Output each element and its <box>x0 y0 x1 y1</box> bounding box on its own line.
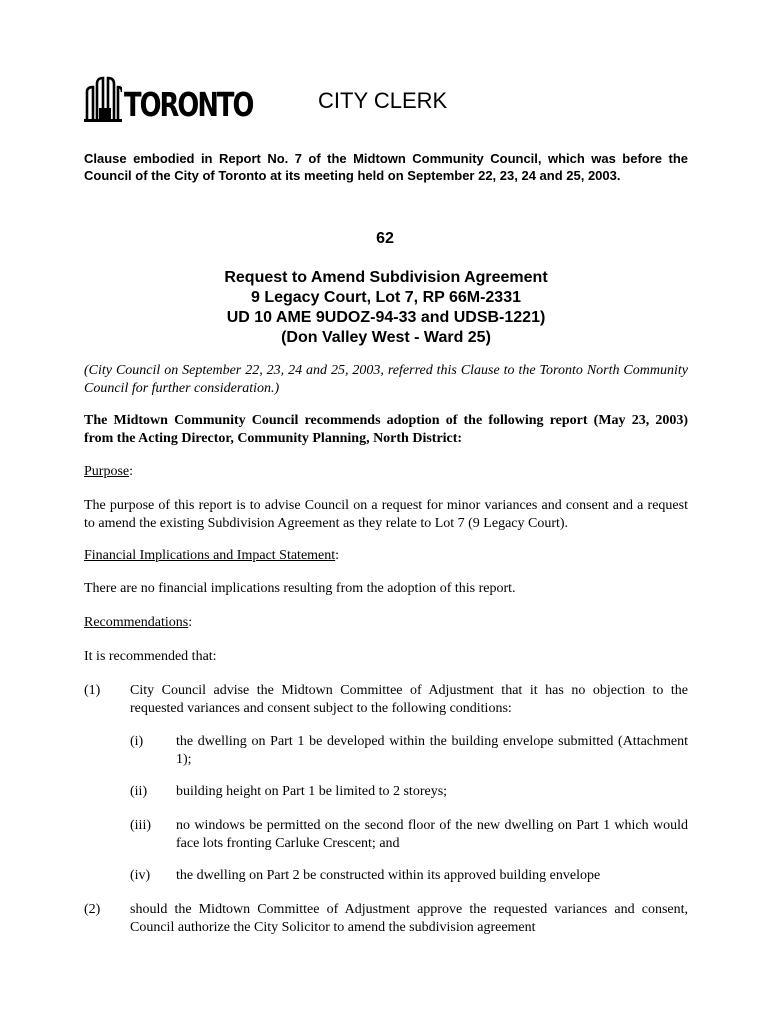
toronto-logo <box>84 74 289 122</box>
financial-heading: Financial Implications and Impact Statement: <box>84 548 340 563</box>
recommendation-number: (1) <box>84 683 101 698</box>
purpose-heading-text: Purpose <box>84 464 130 479</box>
recommendations-heading-text: Recommendations <box>84 615 189 630</box>
condition-text: building height on Part 1 be limited to 2 storeys; <box>176 784 448 799</box>
item-number: 62 <box>376 230 394 247</box>
report-title <box>84 268 688 348</box>
condition-number: (iii) <box>130 818 151 833</box>
department-title: CITY CLERK <box>318 88 448 113</box>
title-line: 9 Legacy Court, Lot 7, RP 66M-2331 <box>250 289 521 306</box>
condition-text: the dwelling on Part 1 be developed within the building envelope submitted (Attachment 1); <box>176 734 688 767</box>
title-line: UD 10 AME 9UDOZ-94-33 and UDSB-1221) <box>226 309 546 326</box>
financial-text: There are no financial implications resulting from the adoption of this report. <box>84 581 516 596</box>
condition-number: (iv) <box>130 868 151 883</box>
city-hall-icon <box>84 76 122 122</box>
recommendations-heading: Recommendations: <box>84 615 193 630</box>
purpose-heading: Purpose: <box>84 464 134 479</box>
condition-text: no windows be permitted on the second floor of the new dwelling on Part 1 which would face lots fronting Carluke Crescent; and <box>176 818 688 851</box>
recommendation-text: City Council advise the Midtown Committee of Adjustment that it has no objection to the requested variances and consent subject to the following conditions: <box>130 683 688 716</box>
recommendation-text: should the Midtown Committee of Adjustment approve the requested variances and consent, Council authorize the City Solicitor to amend the subdivision agreement <box>130 902 688 935</box>
title-line: Request to Amend Subdivision Agreement <box>224 269 548 286</box>
logo-wordmark: TORONTO <box>124 85 253 124</box>
recommendation-number: (2) <box>84 902 101 917</box>
purpose-text: The purpose of this report is to advise Council on a request for minor variances and consent and a request to amend the existing Subdivision Agreement as they relate to Lot 7 (9 Legacy Court). <box>84 498 688 531</box>
condition-number: (i) <box>130 734 144 749</box>
title-line: (Don Valley West - Ward 25) <box>281 329 491 346</box>
clause-intro: Clause embodied in Report No. 7 of the Midtown Community Council, which was before the Council of the City of Toronto at its meeting held on September 22, 23, 24 and 25, 2003. <box>84 151 688 183</box>
condition-number: (ii) <box>130 784 148 799</box>
condition-text: the dwelling on Part 2 be constructed within its approved building envelope <box>176 868 601 883</box>
recommendations-intro: It is recommended that: <box>84 649 217 664</box>
financial-heading-text: Financial Implications and Impact Statement <box>84 548 336 563</box>
council-note: (City Council on September 22, 23, 24 and 25, 2003, referred this Clause to the Toronto North Community Council for further consideration.) <box>84 363 688 396</box>
recommendation-intro: The Midtown Community Council recommends adoption of the following report (May 23, 2003) from the Acting Director, Community Planning, North District: <box>84 413 688 446</box>
